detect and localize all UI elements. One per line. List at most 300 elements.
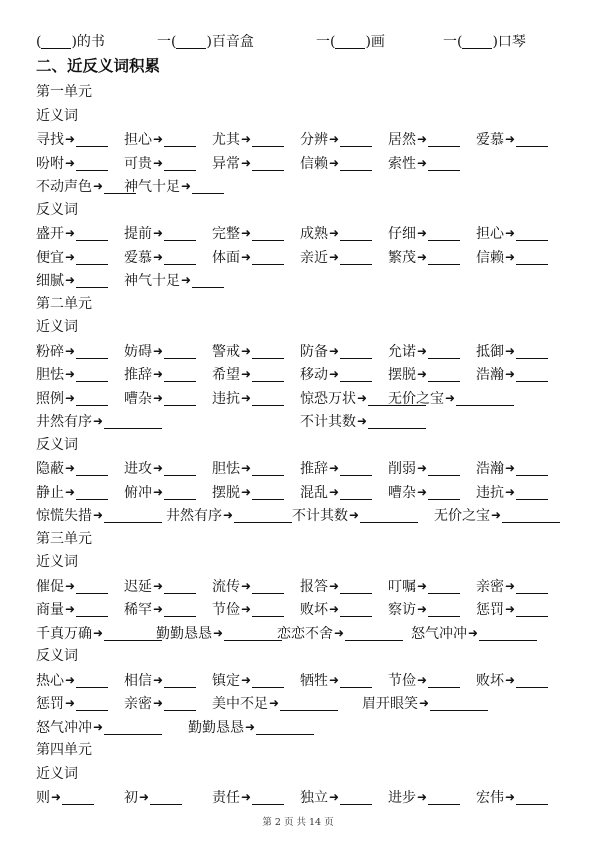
answer-blank[interactable] (76, 132, 108, 147)
section-title: 二、近反义词积累 (36, 57, 161, 75)
word-text: 流传 (212, 578, 240, 595)
word-text: 索性 (388, 155, 416, 172)
word-text: 居然 (388, 132, 416, 148)
answer-blank[interactable] (479, 626, 537, 641)
arrow-icon: ➜ (269, 696, 280, 710)
answer-blank[interactable] (516, 790, 548, 805)
arrow-icon: ➜ (468, 625, 479, 640)
arrow-icon: ➜ (417, 484, 428, 499)
word-row (0, 128, 596, 150)
answer-blank[interactable] (340, 132, 372, 147)
answer-blank[interactable] (41, 34, 71, 49)
answer-blank[interactable] (62, 790, 94, 805)
word-item (300, 575, 372, 598)
word-text: 责任 (212, 790, 240, 806)
arrow-icon: ➜ (241, 367, 252, 381)
answer-blank[interactable] (340, 156, 372, 171)
word-text: 嘈杂 (124, 390, 152, 407)
word-text: 不动声色 (36, 179, 92, 195)
group-label-line (0, 199, 596, 221)
word-text: 爱慕 (124, 249, 152, 266)
answer-blank[interactable] (428, 602, 460, 617)
answer-blank[interactable] (428, 250, 460, 265)
word-text: 异常 (212, 155, 240, 172)
word-row (0, 387, 596, 409)
word-item (36, 716, 162, 739)
answer-blank[interactable] (164, 673, 196, 688)
word-item (388, 128, 460, 151)
word-text: 推辞 (300, 461, 328, 477)
answer-blank[interactable] (252, 156, 284, 171)
answer-blank[interactable] (340, 602, 372, 617)
word-item (212, 598, 284, 621)
word-item (124, 175, 224, 198)
word-item (300, 222, 372, 245)
word-item (188, 716, 314, 739)
answer-blank[interactable] (340, 226, 372, 241)
arrow-icon: ➜ (505, 226, 516, 240)
answer-blank[interactable] (340, 485, 372, 500)
word-text: 不计其数 (292, 508, 348, 524)
arrow-icon: ➜ (153, 132, 164, 146)
group-label: 反义词 (36, 648, 78, 664)
answer-blank[interactable] (192, 273, 224, 288)
fill-item (36, 31, 105, 53)
word-item (277, 622, 403, 645)
word-item (476, 340, 548, 363)
word-text: 俯冲 (124, 484, 152, 501)
fill-prefix: 一( (316, 34, 336, 50)
word-item (124, 363, 196, 386)
arrow-icon: ➜ (153, 390, 164, 405)
word-text: 察访 (388, 602, 416, 618)
arrow-icon: ➜ (153, 343, 164, 358)
answer-blank[interactable] (428, 226, 460, 241)
word-text: 混乱 (300, 484, 328, 501)
word-item (212, 152, 284, 175)
word-item (36, 222, 108, 245)
answer-blank[interactable] (164, 226, 196, 241)
arrow-icon: ➜ (329, 461, 340, 475)
answer-blank[interactable] (340, 344, 372, 359)
word-row (0, 175, 596, 197)
answer-blank[interactable] (252, 250, 284, 265)
answer-blank[interactable] (516, 485, 548, 500)
arrow-icon: ➜ (65, 672, 76, 687)
arrow-icon: ➜ (241, 672, 252, 687)
word-row (0, 246, 596, 268)
arrow-icon: ➜ (417, 578, 428, 593)
word-text: 违抗 (476, 484, 504, 501)
answer-blank[interactable] (164, 250, 196, 265)
arrow-icon: ➜ (65, 155, 76, 170)
word-text: 浩瀚 (476, 367, 504, 383)
arrow-icon: ➜ (181, 179, 192, 193)
answer-blank[interactable] (224, 626, 282, 641)
arrow-icon: ➜ (213, 625, 224, 640)
answer-blank[interactable] (252, 391, 284, 406)
word-text: 信赖 (476, 249, 504, 266)
word-text: 神气十足 (124, 273, 180, 289)
answer-blank[interactable] (104, 508, 162, 523)
word-item (212, 246, 284, 269)
group-label: 近义词 (36, 554, 78, 570)
answer-blank[interactable] (76, 602, 108, 617)
word-text: 担心 (124, 132, 152, 148)
arrow-icon: ➜ (505, 484, 516, 499)
word-item (124, 575, 196, 598)
answer-blank[interactable] (252, 226, 284, 241)
word-text: 防备 (300, 343, 328, 360)
word-item (124, 598, 196, 621)
answer-blank[interactable] (252, 132, 284, 147)
arrow-icon: ➜ (329, 790, 340, 804)
answer-blank[interactable] (252, 461, 284, 476)
answer-blank[interactable] (516, 461, 548, 476)
word-text: 进攻 (124, 461, 152, 477)
word-text: 无价之宝 (434, 508, 490, 524)
arrow-icon: ➜ (417, 367, 428, 381)
word-text: 恋恋不舍 (277, 625, 333, 642)
answer-blank[interactable] (345, 626, 403, 641)
answer-blank[interactable] (428, 132, 460, 147)
group-label-line (0, 434, 596, 456)
word-text: 信赖 (300, 155, 328, 172)
answer-blank[interactable] (428, 790, 460, 805)
answer-blank[interactable] (176, 34, 206, 49)
answer-blank[interactable] (164, 391, 196, 406)
word-item (300, 128, 372, 151)
word-row (0, 669, 596, 691)
word-text: 尤其 (212, 132, 240, 148)
answer-blank[interactable] (516, 579, 548, 594)
arrow-icon: ➜ (153, 696, 164, 710)
word-text: 怒气冲冲 (411, 625, 467, 642)
word-row (0, 598, 596, 620)
word-row (0, 457, 596, 479)
answer-blank[interactable] (76, 367, 108, 382)
group-label: 反义词 (36, 436, 78, 453)
word-text: 成熟 (300, 226, 328, 242)
answer-blank[interactable] (252, 485, 284, 500)
word-text: 隐蔽 (36, 461, 64, 477)
arrow-icon: ➜ (65, 273, 76, 287)
word-text: 警戒 (212, 343, 240, 360)
answer-blank[interactable] (340, 250, 372, 265)
answer-blank[interactable] (104, 414, 162, 429)
arrow-icon: ➜ (417, 155, 428, 170)
word-item (388, 222, 460, 245)
word-item (212, 575, 284, 598)
answer-blank[interactable] (252, 602, 284, 617)
word-text: 浩瀚 (476, 461, 504, 477)
word-item (212, 481, 284, 504)
word-item (124, 457, 196, 480)
word-row (0, 716, 596, 738)
fill-suffix: )口琴 (492, 34, 526, 50)
word-text: 宏伟 (476, 790, 504, 806)
word-item (300, 246, 372, 269)
arrow-icon: ➜ (245, 719, 256, 734)
answer-blank[interactable] (516, 367, 548, 382)
fill-suffix: )的书 (71, 34, 105, 50)
group-label: 近义词 (36, 107, 78, 124)
answer-blank[interactable] (516, 602, 548, 617)
word-row (0, 152, 596, 174)
arrow-icon: ➜ (223, 508, 234, 522)
answer-blank[interactable] (516, 132, 548, 147)
word-text: 井然有序 (166, 508, 222, 524)
word-item (388, 152, 460, 175)
answer-blank[interactable] (280, 696, 338, 711)
arrow-icon: ➜ (329, 155, 340, 170)
answer-blank[interactable] (340, 367, 372, 382)
word-text: 粉碎 (36, 343, 64, 360)
group-label: 反义词 (36, 201, 78, 218)
word-text: 催促 (36, 578, 64, 595)
answer-blank[interactable] (164, 579, 196, 594)
word-item (300, 786, 372, 809)
unit-title-line (0, 739, 596, 761)
answer-blank[interactable] (164, 696, 196, 711)
answer-blank[interactable] (428, 579, 460, 594)
word-text: 分辨 (300, 132, 328, 148)
word-item (388, 340, 460, 363)
arrow-icon: ➜ (65, 696, 76, 710)
word-text: 繁茂 (388, 249, 416, 266)
unit-title: 第四单元 (36, 742, 92, 758)
word-item (36, 128, 108, 151)
word-row (0, 340, 596, 362)
arrow-icon: ➜ (153, 367, 164, 381)
arrow-icon: ➜ (505, 672, 516, 687)
answer-blank[interactable] (76, 250, 108, 265)
word-item (388, 575, 460, 598)
answer-blank[interactable] (340, 461, 372, 476)
answer-blank[interactable] (164, 132, 196, 147)
answer-blank[interactable] (256, 720, 314, 735)
group-label: 近义词 (36, 319, 78, 335)
arrow-icon: ➜ (153, 155, 164, 170)
word-item (124, 387, 196, 410)
answer-blank[interactable] (516, 673, 548, 688)
answer-blank[interactable] (428, 673, 460, 688)
word-text: 商量 (36, 602, 64, 618)
answer-blank[interactable] (252, 344, 284, 359)
word-item (36, 481, 108, 504)
answer-blank[interactable] (252, 673, 284, 688)
answer-blank[interactable] (164, 485, 196, 500)
word-text: 允诺 (388, 343, 416, 360)
word-text: 节俭 (212, 602, 240, 618)
word-item (300, 152, 372, 175)
word-row (0, 786, 596, 808)
word-text: 勤勤恳恳 (188, 719, 244, 736)
section-heading-line (0, 55, 596, 77)
unit-title-line (0, 81, 596, 103)
answer-blank[interactable] (76, 226, 108, 241)
answer-blank[interactable] (164, 156, 196, 171)
arrow-icon: ➜ (65, 602, 76, 616)
answer-blank[interactable] (428, 461, 460, 476)
answer-blank[interactable] (456, 391, 514, 406)
arrow-icon: ➜ (505, 249, 516, 264)
arrow-icon: ➜ (139, 790, 150, 804)
word-item (362, 692, 488, 715)
arrow-icon: ➜ (241, 390, 252, 405)
answer-blank[interactable] (252, 790, 284, 805)
word-item (36, 246, 108, 269)
answer-blank[interactable] (76, 391, 108, 406)
answer-blank[interactable] (76, 485, 108, 500)
answer-blank[interactable] (164, 367, 196, 382)
word-item (212, 457, 284, 480)
word-text: 照例 (36, 390, 64, 407)
answer-blank[interactable] (192, 179, 224, 194)
fill-suffix: )百音盒 (206, 34, 254, 50)
word-item (124, 152, 196, 175)
word-row (0, 363, 596, 385)
answer-blank[interactable] (164, 344, 196, 359)
word-item (212, 669, 284, 692)
word-row (0, 692, 596, 714)
word-item (212, 222, 284, 245)
word-item (476, 575, 548, 598)
word-item (388, 387, 514, 410)
word-text: 美中不足 (212, 696, 268, 712)
word-item (212, 387, 284, 410)
word-item (124, 222, 196, 245)
arrow-icon: ➜ (505, 343, 516, 358)
arrow-icon: ➜ (65, 484, 76, 499)
word-item (36, 363, 108, 386)
word-item (36, 152, 108, 175)
word-text: 便宜 (36, 249, 64, 266)
answer-blank[interactable] (502, 508, 560, 523)
answer-blank[interactable] (516, 250, 548, 265)
word-text: 败坏 (476, 672, 504, 689)
answer-blank[interactable] (340, 673, 372, 688)
answer-blank[interactable] (150, 790, 182, 805)
word-text: 惊恐万状 (300, 390, 356, 407)
answer-blank[interactable] (76, 156, 108, 171)
word-item (156, 622, 282, 645)
arrow-icon: ➜ (65, 578, 76, 593)
answer-blank[interactable] (76, 273, 108, 288)
word-item (36, 410, 162, 433)
answer-blank[interactable] (104, 626, 162, 641)
answer-blank[interactable] (428, 344, 460, 359)
word-text: 妨碍 (124, 343, 152, 360)
word-item (36, 175, 136, 198)
answer-blank[interactable] (76, 673, 108, 688)
word-item (36, 692, 108, 715)
answer-blank[interactable] (516, 344, 548, 359)
answer-blank[interactable] (428, 485, 460, 500)
answer-blank[interactable] (340, 579, 372, 594)
fill-prefix: ( (36, 34, 42, 50)
word-item (36, 387, 108, 410)
arrow-icon: ➜ (349, 508, 360, 522)
word-text: 不计其数 (300, 414, 356, 430)
word-text: 推辞 (124, 367, 152, 383)
answer-blank[interactable] (76, 579, 108, 594)
word-item (36, 457, 108, 480)
answer-blank[interactable] (368, 414, 426, 429)
unit-title: 第一单元 (36, 84, 92, 100)
answer-blank[interactable] (252, 367, 284, 382)
unit-title: 第二单元 (36, 295, 92, 312)
word-text: 惩罚 (36, 696, 64, 712)
word-text: 完整 (212, 226, 240, 242)
answer-blank[interactable] (234, 508, 292, 523)
word-item (476, 363, 548, 386)
fill-prefix: 一( (443, 34, 463, 50)
measure-word-fill-line (0, 31, 596, 53)
word-text: 千真万确 (36, 625, 92, 642)
fill-item (157, 31, 254, 53)
word-item (212, 340, 284, 363)
word-text: 移动 (300, 367, 328, 383)
answer-blank[interactable] (76, 696, 108, 711)
word-text: 则 (36, 790, 50, 806)
answer-blank[interactable] (104, 720, 162, 735)
group-label-line (0, 316, 596, 338)
word-text: 爱慕 (476, 132, 504, 148)
answer-blank[interactable] (462, 34, 492, 49)
group-label-line (0, 105, 596, 127)
answer-blank[interactable] (516, 226, 548, 241)
word-text: 亲密 (476, 578, 504, 595)
word-item (476, 457, 548, 480)
answer-blank[interactable] (76, 344, 108, 359)
word-item (476, 128, 548, 151)
arrow-icon: ➜ (241, 484, 252, 499)
word-row (0, 575, 596, 597)
answer-blank[interactable] (360, 508, 418, 523)
unit-title-line (0, 528, 596, 550)
answer-blank[interactable] (335, 34, 365, 49)
word-item (300, 481, 372, 504)
answer-blank[interactable] (428, 156, 460, 171)
unit-title-line (0, 293, 596, 315)
arrow-icon: ➜ (65, 367, 76, 381)
word-text: 败坏 (300, 602, 328, 618)
word-text: 吩咐 (36, 155, 64, 172)
word-row (0, 622, 596, 644)
word-item (124, 692, 196, 715)
word-item (36, 622, 162, 645)
word-row (0, 410, 596, 432)
word-item (36, 669, 108, 692)
answer-blank[interactable] (76, 461, 108, 476)
answer-blank[interactable] (164, 602, 196, 617)
word-item (411, 622, 537, 645)
arrow-icon: ➜ (241, 602, 252, 616)
answer-blank[interactable] (430, 696, 488, 711)
answer-blank[interactable] (428, 367, 460, 382)
word-text: 镇定 (212, 672, 240, 689)
word-item (36, 269, 108, 292)
answer-blank[interactable] (164, 461, 196, 476)
word-text: 担心 (476, 226, 504, 242)
arrow-icon: ➜ (491, 508, 502, 522)
word-text: 希望 (212, 367, 240, 383)
answer-blank[interactable] (252, 579, 284, 594)
word-text: 摆脱 (388, 367, 416, 383)
answer-blank[interactable] (340, 790, 372, 805)
word-item (300, 598, 372, 621)
